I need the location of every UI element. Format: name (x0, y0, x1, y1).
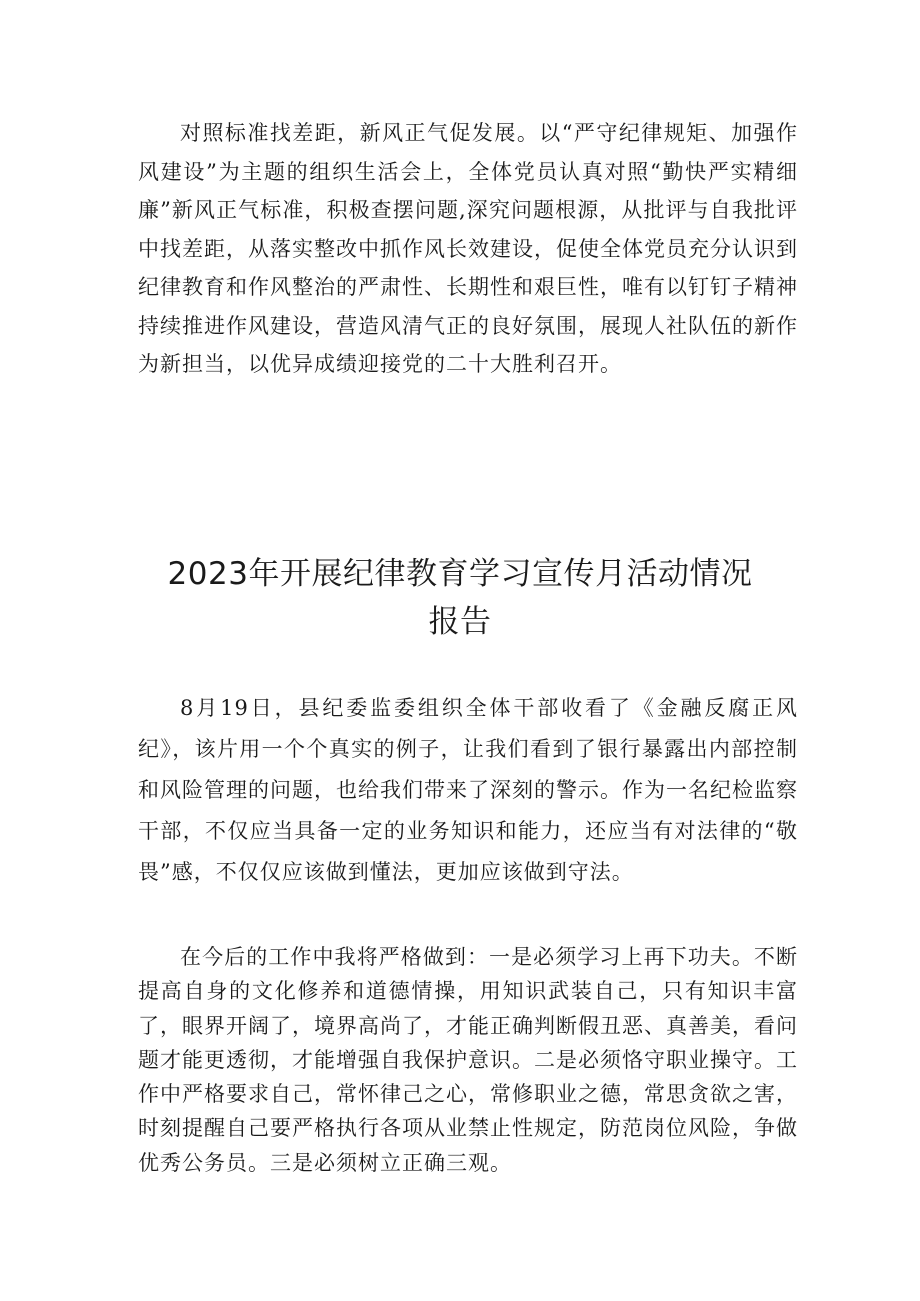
document-title (110, 550, 810, 646)
paragraph-intro: 对照标准找差距，新风正气促发展。以“严守纪律规矩、加强作风建设”为主题的组织生活会上，全体党员认真对照“勤快严实精细廉”新风正气标准，积极查摆问题,深究问题根源，从批评与自我批评中找差距，从落实整改中抓作风长效建设，促使全体党员充分认识到纪律教育和作风整治的严肃性、长期性和艰巨性，唯有以钉钉子精神持续推进作风建设，营造风清气正的良好氛围，展现人社队伍的新作为新担当，以优异成绩迎接党的二十大胜利召开。 (138, 121, 798, 376)
paragraph-commitments: 在今后的工作中我将严格做到：一是必须学习上再下功夫。不断提高自身的文化修养和道德情操，用知识武装自己，只有知识丰富了，眼界开阔了，境界高尚了，才能正确判断假丑恶、真善美，看问题才能更透彻，才能增强自我保护意识。二是必须恪守职业操守。工作中严格要求自己，常怀律己之心，常修职业之德，常思贪欲之害，时刻提醒自己要严格执行各项从业禁止性规定，防范岗位风险，争做优秀公务员。三是必须树立正确三观。 (138, 945, 798, 1175)
title-line-2: 报告 (428, 604, 492, 640)
title-line-1: 2023年开展纪律教育学习宣传月活动情况 (167, 556, 753, 592)
paragraph-film-viewing: 8月19日，县纪委监委组织全体干部收看了《金融反腐正风纪》，该片用一个个真实的例子，让我们看到了银行暴露出内部控制和风险管理的问题，也给我们带来了深刻的警示。作为一名纪检监察干部，不仅应当具备一定的业务知识和能力，还应当有对法律的“敬畏”感，不仅仅应该做到懂法，更加应该做到守法。 (138, 696, 798, 884)
